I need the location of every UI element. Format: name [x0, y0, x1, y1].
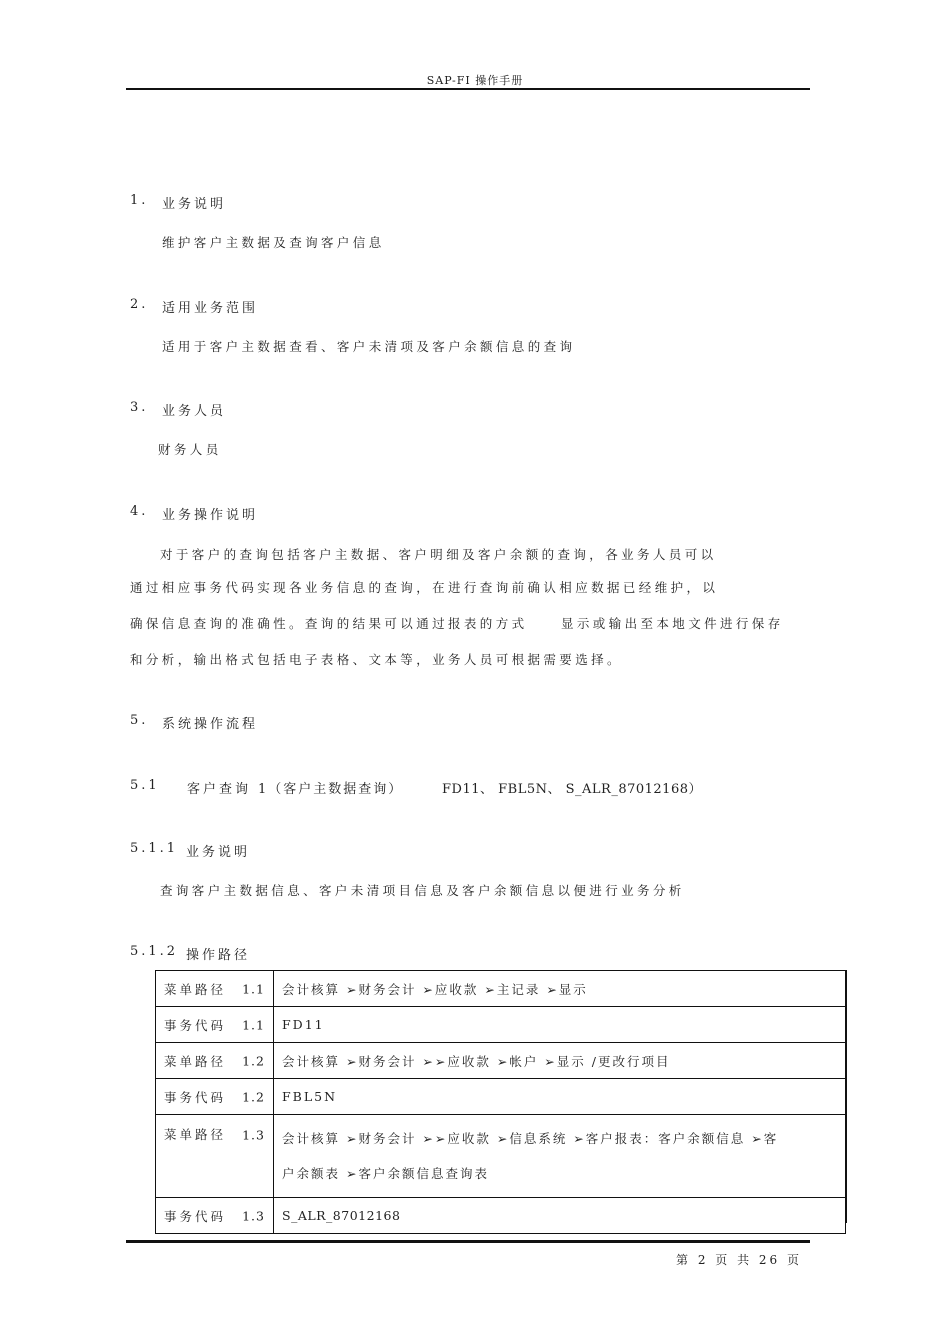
row-label-cell — [156, 1007, 274, 1043]
row-label: 事务代码 — [164, 1089, 227, 1105]
row-label-cell — [156, 1198, 274, 1234]
row-label-cell — [156, 1079, 274, 1115]
row-number: 1.1 — [242, 981, 265, 996]
section-1-number: 1. — [130, 193, 149, 208]
section-5-1-1-title: 业务说明 — [186, 845, 251, 860]
page-number: 第 2 页 共 26 页 — [676, 1253, 802, 1267]
footer-rule — [126, 1240, 810, 1243]
row-value: FBL5N — [274, 1079, 846, 1115]
row-value — [274, 1115, 846, 1198]
row-number: 1.3 — [242, 1208, 265, 1223]
table-row — [156, 1198, 846, 1234]
section-4-title: 业务操作说明 — [162, 508, 259, 523]
row-label-cell — [156, 971, 274, 1007]
row-label-cell — [156, 1043, 274, 1079]
section-4-line-3: 确保信息查询的准确性。查询的结果可以通过报表的方式 — [130, 616, 528, 631]
section-1-title: 业务说明 — [162, 197, 227, 212]
row-value: 会计核算 ➢财务会计 ➢应收款 ➢主记录 ➢显示 — [274, 971, 846, 1007]
section-3-body: 财务人员 — [158, 442, 222, 457]
table-row — [156, 1007, 846, 1043]
section-2-body: 适用于客户主数据查看、客户未清项及客户余额信息的查询 — [162, 339, 576, 354]
row-value: S_ALR_87012168 — [274, 1198, 846, 1234]
operation-path-table — [155, 970, 846, 1234]
section-5-title: 系统操作流程 — [162, 717, 259, 732]
section-5-1-number: 5.1 — [130, 778, 160, 793]
table-row — [156, 1043, 846, 1079]
section-4-line-3b: 显示或输出至本地文件进行保存 — [561, 616, 784, 631]
row-number: 1.2 — [242, 1053, 265, 1068]
row-number: 1.3 — [242, 1127, 265, 1143]
section-5-1-2-number: 5.1.2 — [130, 944, 179, 959]
section-5-1-1-body: 查询客户主数据信息、客户未清项目信息及客户余额信息以便进行业务分析 — [160, 883, 685, 898]
table-row — [156, 1079, 846, 1115]
section-2-number: 2. — [130, 297, 149, 312]
row-label: 菜单路径 — [164, 1053, 227, 1069]
section-4-line-2: 通过相应事务代码实现各业务信息的查询，在进行查询前确认相应数据已经维护，以 — [130, 580, 719, 595]
row-label: 事务代码 — [164, 1017, 227, 1033]
row-value-line-1: 会计核算 ➢财务会计 ➢➢应收款 ➢信息系统 ➢客户报表：客户余额信息 ➢客 — [282, 1131, 779, 1146]
section-3-title: 业务人员 — [162, 404, 227, 419]
row-label: 菜单路径 — [164, 1127, 227, 1142]
row-label-cell — [156, 1115, 274, 1198]
section-2-title: 适用业务范围 — [162, 301, 259, 316]
row-label: 菜单路径 — [164, 981, 227, 997]
section-4-line-1: 对于客户的查询包括客户主数据、客户明细及客户余额的查询，各业务人员可以 — [160, 547, 717, 562]
row-value: FD11 — [274, 1007, 846, 1043]
page-header-title: SAP-FI 操作手册 — [426, 74, 524, 87]
section-5-1-subtitle: 1（客户主数据查询） — [258, 782, 404, 797]
row-number: 1.2 — [242, 1089, 265, 1104]
section-4-line-4: 和分析，输出格式包括电子表格、文本等，业务人员可根据需要选择。 — [130, 652, 623, 667]
section-5-1-codes: FD11、 FBL5N、 S_ALR_87012168） — [442, 782, 702, 797]
section-1-body: 维护客户主数据及查询客户信息 — [162, 235, 385, 250]
row-label: 事务代码 — [164, 1208, 227, 1224]
header-rule — [126, 88, 810, 90]
section-3-number: 3. — [130, 400, 149, 415]
table-outer-border — [845, 970, 847, 1223]
row-value-line-2: 户余额表 ➢客户余额信息查询表 — [282, 1166, 489, 1181]
section-4-number: 4. — [130, 504, 149, 519]
row-number: 1.1 — [242, 1017, 265, 1032]
table-row — [156, 1115, 846, 1198]
table-row — [156, 971, 846, 1007]
section-5-1-1-number: 5.1.1 — [130, 841, 179, 856]
section-5-1-title: 客户查询 — [187, 782, 252, 797]
section-5-number: 5. — [130, 713, 149, 728]
row-value: 会计核算 ➢财务会计 ➢➢应收款 ➢帐户 ➢显示 /更改行项目 — [274, 1043, 846, 1079]
section-5-1-2-title: 操作路径 — [186, 948, 251, 963]
